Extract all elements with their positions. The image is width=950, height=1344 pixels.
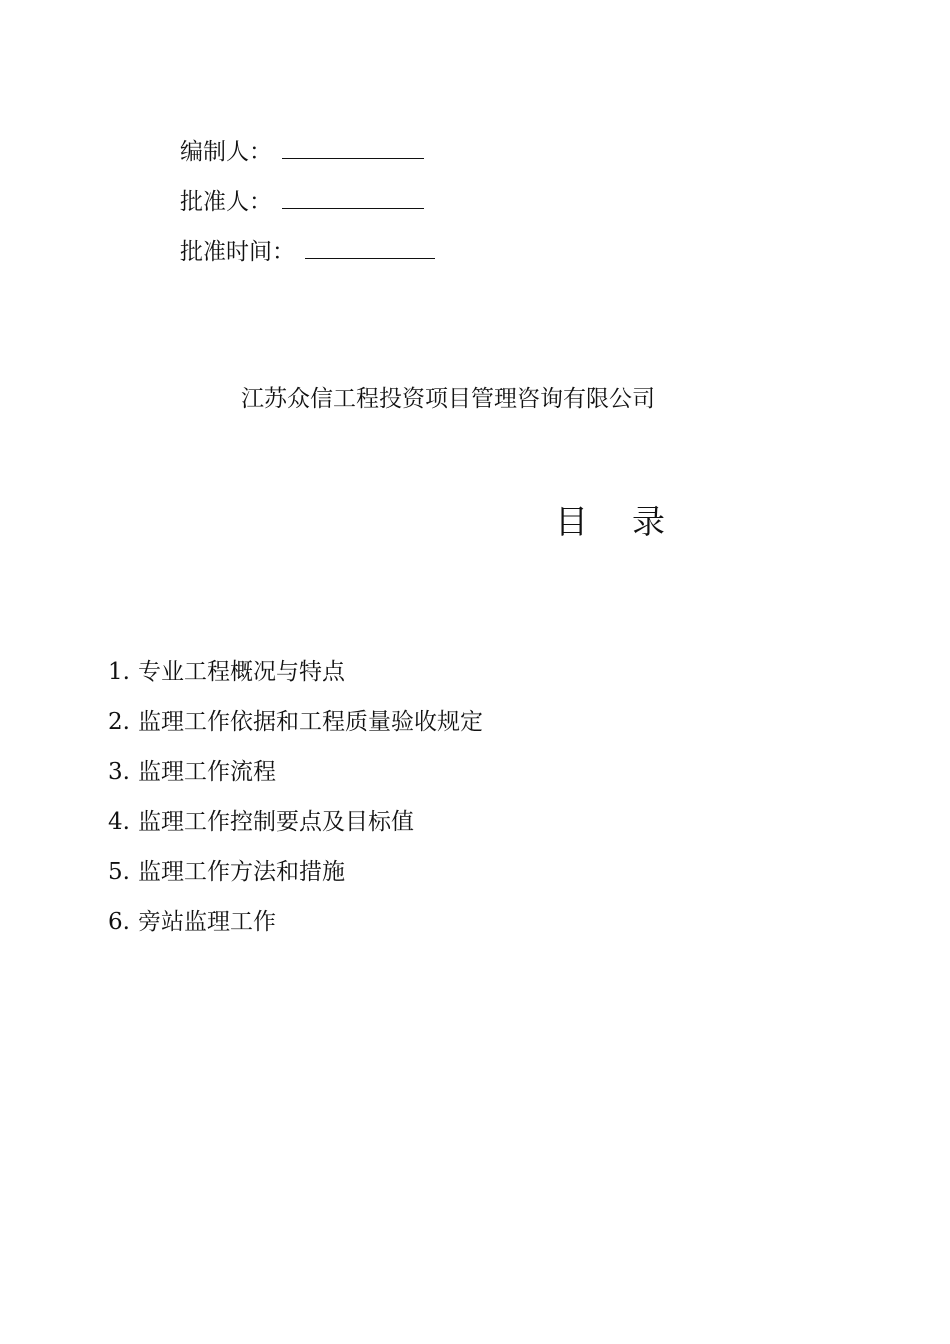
toc-item-number: 1.	[108, 659, 130, 685]
toc-item-text: 监理工作依据和工程质量验收规定	[138, 709, 483, 735]
toc-item-number: 6.	[108, 909, 130, 935]
toc-item	[108, 857, 483, 907]
approval-date-blank	[305, 236, 435, 259]
signature-line-compiler	[180, 136, 424, 167]
approver-blank	[282, 186, 424, 209]
approver-label: 批准人：	[180, 189, 272, 215]
toc-item-number: 4.	[108, 809, 130, 835]
toc-item	[108, 707, 483, 757]
toc-item-text: 监理工作方法和措施	[138, 859, 345, 885]
compiler-blank	[282, 136, 424, 159]
toc-item-number: 2.	[108, 709, 130, 735]
toc-title-char-2: 录	[632, 502, 665, 541]
toc-item-text: 旁站监理工作	[138, 909, 276, 935]
toc-item	[108, 657, 483, 707]
toc-item-number: 3.	[108, 759, 130, 785]
toc-item	[108, 757, 483, 807]
signature-line-approval-date	[180, 236, 435, 267]
toc-item-text: 监理工作流程	[138, 759, 276, 785]
company-name: 江苏众信工程投资项目管理咨询有限公司	[241, 386, 655, 412]
toc-list	[108, 657, 483, 957]
compiler-label: 编制人：	[180, 139, 272, 165]
signature-line-approver	[180, 186, 424, 217]
approval-date-label: 批准时间：	[180, 239, 295, 265]
toc-item	[108, 807, 483, 857]
toc-title-char-1: 目	[555, 502, 588, 541]
toc-item-text: 监理工作控制要点及目标值	[138, 809, 414, 835]
toc-item-number: 5.	[108, 859, 130, 885]
toc-item	[108, 907, 483, 957]
toc-item-text: 专业工程概况与特点	[138, 659, 345, 685]
toc-title	[555, 502, 665, 542]
